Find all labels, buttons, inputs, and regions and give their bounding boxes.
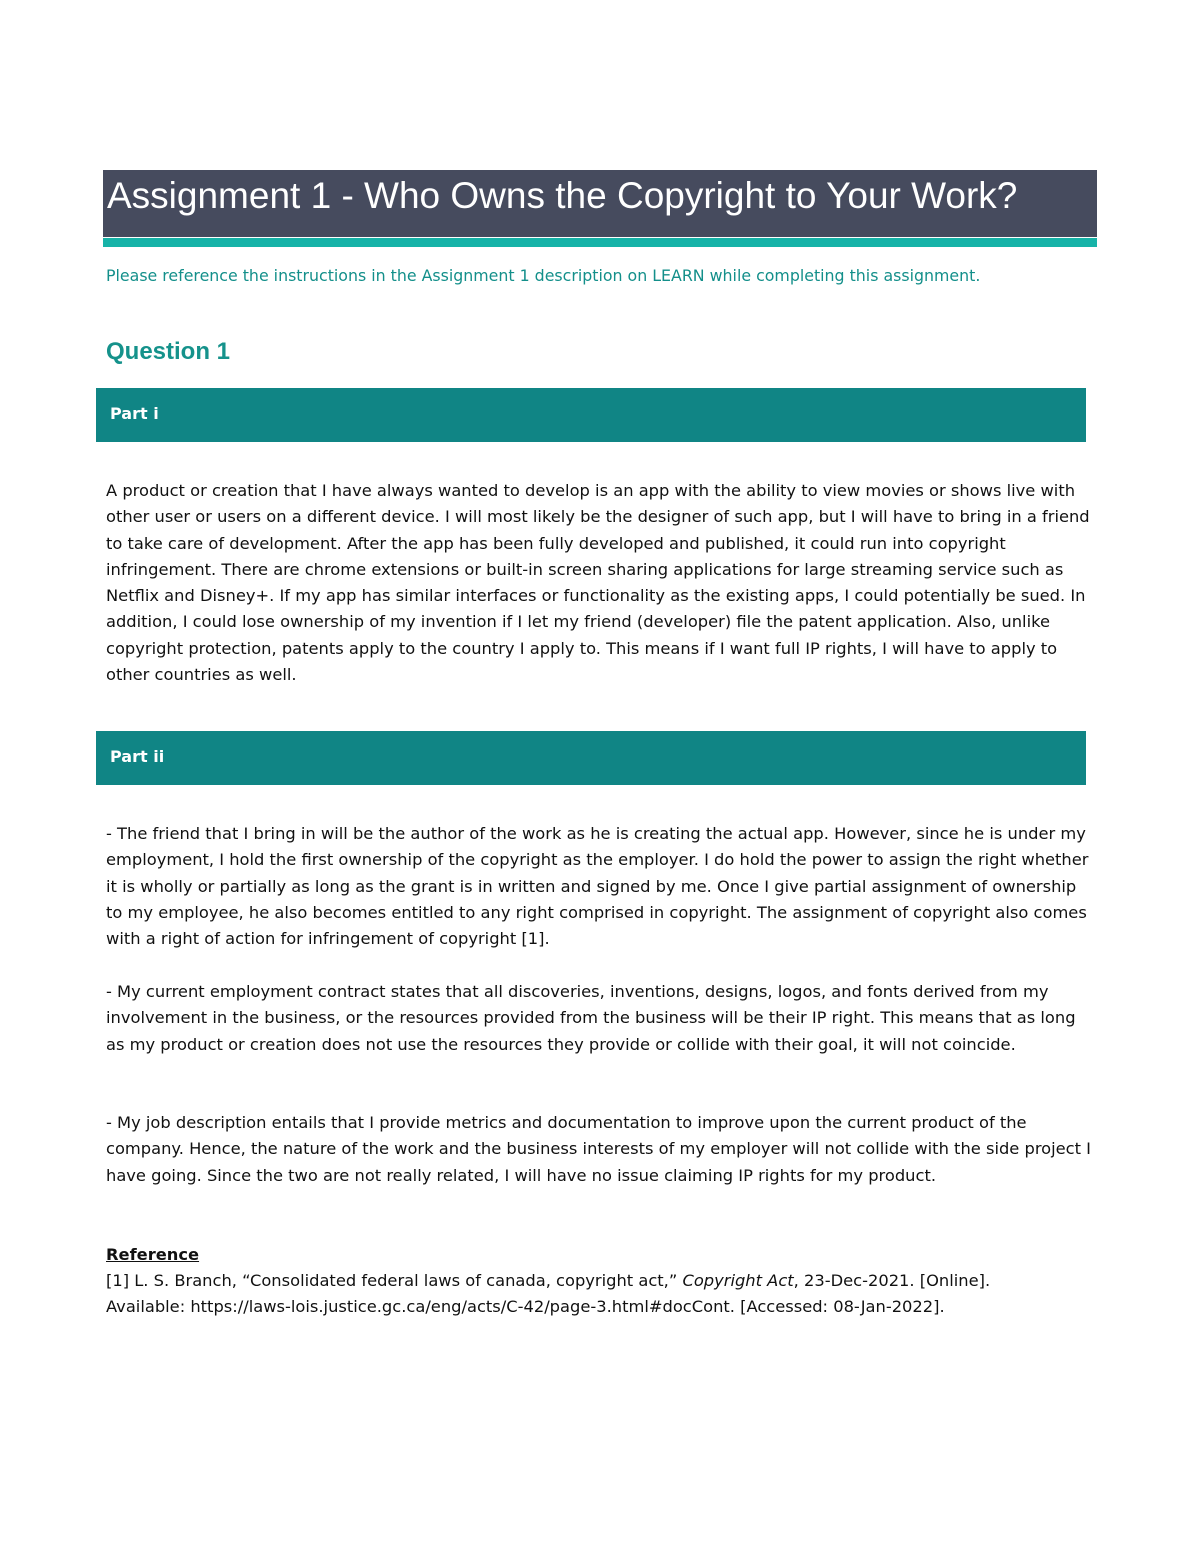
part-i-label: Part i (110, 404, 159, 423)
part-ii-answer-contract (106, 979, 1096, 1058)
part-ii-paragraph-1: - The friend that I bring in will be the author of the work as he is creating the actual app. However, since he is under my employment, I hold the first ownership of the copyright as the employer. I do hold the power to assign the right whether it is wholly or partially as long as the grant is in written and signed by me. Once I give partial assignment of ownership to my employee, he also becomes entitled to any right comprised in copyright. The assignment of copyright also comes with a right of action for infringement of copyright [1]. (106, 824, 1089, 949)
reference-line-2: Available: https://laws-lois.justice.gc.ca/eng/acts/C-42/page-3.html#docCont. [Accessed: 08-Jan-2022]. (106, 1297, 945, 1317)
title-accent-rule (103, 238, 1097, 247)
reference-entry (106, 1268, 1096, 1321)
instructions-text: Please reference the instructions in the Assignment 1 description on LEARN while completing this assignment. (106, 266, 981, 285)
part-ii-banner (96, 731, 1086, 785)
reference-source-title: Copyright Act (682, 1271, 794, 1290)
part-i-paragraph: A product or creation that I have always wanted to develop is an app with the ability to view movies or shows live with other user or users on a different device. I will most likely be the designer of such app, but I will have to bring in a friend to take care of development. After the app has been fully developed and published, it could run into copyright infringement. There are chrome extensions or built-in screen sharing applications for large streaming service such as Netflix and Disney+. If my app has similar interfaces or functionality as the existing apps, I could potentially be sued. In addition, I could lose ownership of my invention if I let my friend (developer) file the patent application. Also, unlike copyright protection, patents apply to the country I apply to. This means if I want full IP rights, I will have to apply to other countries as well. (106, 481, 1090, 685)
title-banner (103, 170, 1097, 237)
part-i-answer (106, 478, 1096, 688)
reference-suffix: , 23-Dec-2021. [Online]. (793, 1271, 991, 1290)
part-i-banner (96, 388, 1086, 442)
part-ii-paragraph-3: - My job description entails that I provide metrics and documentation to improve upon the current product of the company. Hence, the nature of the work and the business interests of my employer will not collide with the side project I have going. Since the two are not really related, I will have no issue claiming IP rights for my product. (106, 1113, 1091, 1185)
reference-line-1 (106, 1268, 1096, 1294)
part-ii-label: Part ii (110, 747, 165, 766)
reference-heading: Reference (106, 1245, 200, 1264)
part-ii-answer-authorship (106, 821, 1096, 952)
part-ii-paragraph-2: - My current employment contract states that all discoveries, inventions, designs, logos, and fonts derived from my involvement in the business, or the resources provided from the business will be their IP right. This means that as long as my product or creation does not use the resources they provide or collide with their goal, it will not coincide. (106, 982, 1076, 1054)
reference-prefix: [1] L. S. Branch, “Consolidated federal laws of canada, copyright act,” (106, 1271, 683, 1290)
part-ii-answer-job-description (106, 1110, 1096, 1189)
question-heading: Question 1 (106, 338, 231, 365)
document-title: Assignment 1 - Who Owns the Copyright to Your Work? (107, 175, 1018, 216)
